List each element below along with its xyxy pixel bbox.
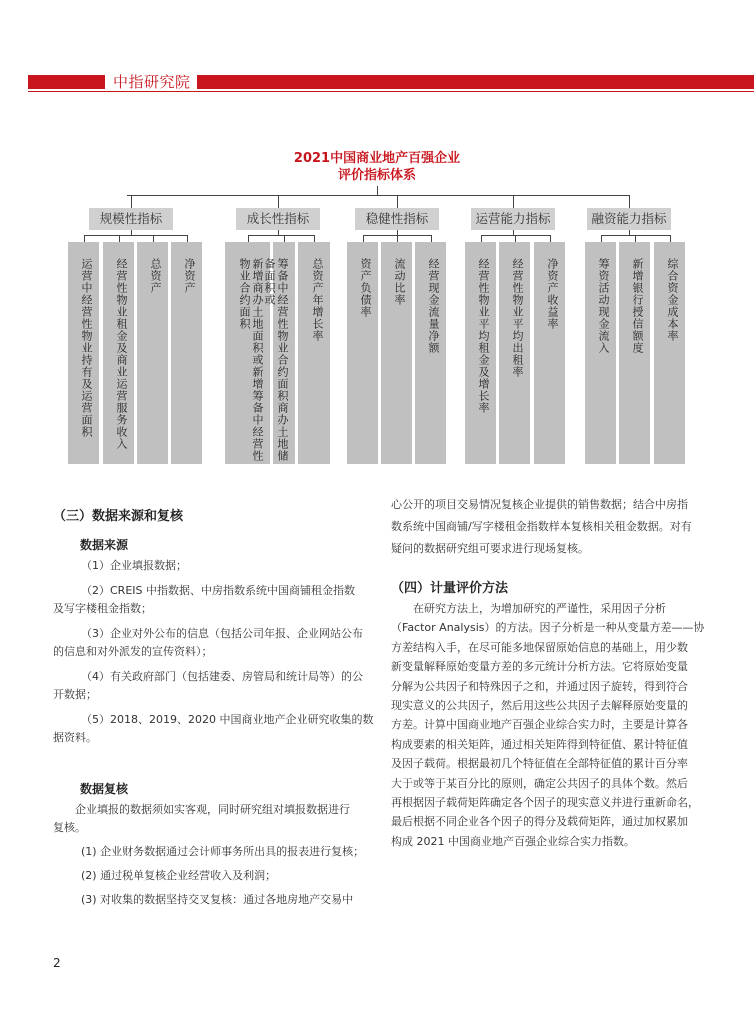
connector [84, 235, 188, 236]
indicator-label: 新增银行授信额度 [631, 258, 644, 354]
indicator-label: 新增商办土地面积或新增筹备中经营性物业合约面积 [238, 258, 264, 462]
connector [635, 235, 636, 242]
indicator-label: 筹备中经营性物业合约面积商办土地储备面积或 [263, 258, 289, 462]
header-bar-right [197, 75, 754, 89]
indicator-label: 流动比率 [393, 258, 406, 306]
indicator-box [619, 242, 650, 464]
indicator-box [137, 242, 168, 464]
indicator-box [263, 242, 295, 464]
text-line: 及因子载荷。根据最初几个特征值在全部特征值的累计百分率 [391, 757, 688, 771]
connector [248, 235, 316, 236]
text-line: 方差结构入手，在尽可能多地保留原始信息的基础上，用少数 [391, 640, 688, 654]
text-line: （4）有关政府部门（包括建委、房管局和统计局等）的公 [81, 670, 363, 683]
connector [284, 235, 285, 242]
indicator-label: 总资产 [149, 258, 162, 294]
text-line: 在研究方法上，为增加研究的严谨性，采用因子分析 [413, 602, 666, 615]
text-line: 构成要素的相关矩阵，通过相关矩阵得到特征值、累计特征值 [391, 737, 688, 751]
indicator-box [499, 242, 530, 464]
indicator-label: 净资产收益率 [546, 258, 559, 330]
indicator-box [465, 242, 496, 464]
connector [278, 195, 279, 208]
section-title-data-source: （三）数据来源和复核 [53, 509, 184, 524]
text-line: 大于或等于某百分比的原则，确定公共因子的具体个数。然后 [391, 776, 688, 790]
indicator-label: 经营现金流量净额 [427, 258, 440, 354]
connector [397, 195, 398, 208]
text-line: 心公开的项目交易情况复核企业提供的销售数据；结合中房指 [391, 498, 688, 511]
indicator-label: 总资产年增长率 [311, 258, 324, 342]
category-box: 运营能力指标 [471, 208, 555, 230]
section-title-method: （四）计量评价方法 [391, 581, 509, 596]
indicator-box [534, 242, 565, 464]
indicator-label: 经营性物业平均出租率 [511, 258, 524, 378]
text-line: 复核。 [53, 821, 86, 834]
source-item [53, 711, 373, 747]
indicator-box [68, 242, 99, 464]
indicator-label: 综合资金成本率 [666, 258, 679, 342]
text-line: 疑问的数据研究组可要求进行现场复核。 [391, 542, 589, 555]
connector [481, 235, 482, 242]
connector [153, 235, 154, 242]
connector [377, 186, 378, 195]
data-source-list [53, 557, 373, 754]
diagram-title-line1: 2021中国商业地产百强企业 [293, 151, 461, 166]
text-line: 最后根据不同企业各个因子的得分及载荷矩阵，通过加权累加 [391, 815, 688, 829]
source-item [53, 557, 373, 575]
connector [670, 235, 671, 242]
header-rule [28, 91, 754, 92]
connector [119, 235, 120, 242]
header-title: 中指研究院 [113, 73, 191, 91]
text-line: 方差。计算中国商业地产百强企业综合实力时，主要是计算各 [391, 718, 688, 732]
text-line: 再根据因子载荷矩阵确定各个因子的现实意义并进行重新命名， [391, 796, 699, 810]
indicator-box [381, 242, 412, 464]
connector [515, 235, 516, 242]
source-item [53, 582, 373, 618]
connector [513, 195, 514, 208]
text-line: 数系统中国商铺/写字楼租金指数样本复核相关租金数据。对有 [391, 520, 692, 533]
connector [601, 235, 671, 236]
text-line: 构成 2021 中国商业地产百强企业综合实力指数。 [391, 834, 635, 848]
connector [131, 195, 132, 208]
review-item: (3) 对收集的数据坚持交叉复核：通过各地房地产交易中 [81, 893, 354, 906]
text-line: （2）CREIS 中指数据、中房指数系统中国商铺租金指数 [81, 584, 355, 597]
indicator-label: 运营中经营性物业持有及运营面积 [80, 258, 93, 438]
indicator-box [585, 242, 616, 464]
text-line: （3）企业对外公布的信息（包括公司年报、企业网站公布 [81, 627, 363, 640]
text-line: （5）2018、2019、2020 中国商业地产企业研究收集的数 [81, 713, 374, 726]
category-box: 稳健性指标 [355, 208, 439, 230]
indicator-box [298, 242, 330, 464]
header-bar-left [28, 75, 105, 89]
category-box: 融资能力指标 [587, 208, 671, 230]
review-item: (1) 企业财务数据通过会计师事务所出具的报表进行复核； [81, 845, 365, 858]
connector [601, 235, 602, 242]
indicator-box [171, 242, 202, 464]
category-box: 规模性指标 [89, 208, 173, 230]
text-line: 分解为公共因子和特殊因子之和，并通过因子旋转，得到符合 [391, 679, 688, 693]
indicator-box [103, 242, 134, 464]
connector [363, 235, 364, 242]
indicator-label: 资产负债率 [359, 258, 372, 318]
indicator-label: 净资产 [183, 258, 196, 294]
connector [84, 235, 85, 242]
category-box: 成长性指标 [236, 208, 320, 230]
connector [397, 235, 398, 242]
review-item: (2) 通过税单复核企业经营收入及利润； [81, 869, 277, 882]
indicator-label: 筹资活动现金流入 [597, 258, 610, 354]
connector [550, 235, 551, 242]
indicator-label: 经营性物业平均租金及增长率 [477, 258, 490, 414]
text-line: 企业填报的数据须如实客观，同时研究组对填报数据进行 [75, 803, 350, 816]
indicator-label: 经营性物业租金及商业运营服务收入 [115, 258, 128, 450]
connector [314, 235, 315, 242]
text-line: 及写字楼租金指数； [53, 602, 152, 615]
connector [187, 235, 188, 242]
text-line: 现实意义的公共因子，然后用这些公共因子去解释原始变量的 [391, 699, 688, 713]
indicator-box [347, 242, 378, 464]
connector [127, 195, 629, 196]
text-line: 开数据； [53, 688, 97, 701]
indicator-box [654, 242, 685, 464]
page-number: 2 [53, 956, 61, 970]
subheading-data-review: 数据复核 [80, 782, 129, 796]
data-review-list [53, 801, 373, 909]
method-paragraph [391, 599, 711, 851]
source-item [53, 625, 373, 661]
connector [629, 195, 630, 208]
text-line: （1）企业填报数据； [81, 559, 187, 572]
connector [481, 235, 551, 236]
text-line: （Factor Analysis）的方法。因子分析是一种从变量方差——协 [391, 621, 705, 635]
text-line: 新变量解释原始变量方差的多元统计分析方法。它将原始变量 [391, 660, 688, 674]
connector [431, 235, 432, 242]
indicator-box [415, 242, 446, 464]
source-item [53, 668, 373, 704]
subheading-data-source: 数据来源 [80, 538, 129, 552]
diagram-title-line2: 评价指标体系 [337, 168, 416, 183]
connector [248, 235, 249, 242]
review-continued [391, 496, 711, 562]
text-line: 的信息和对外派发的宣传资料）； [53, 645, 213, 658]
text-line: 据资料。 [53, 731, 97, 744]
